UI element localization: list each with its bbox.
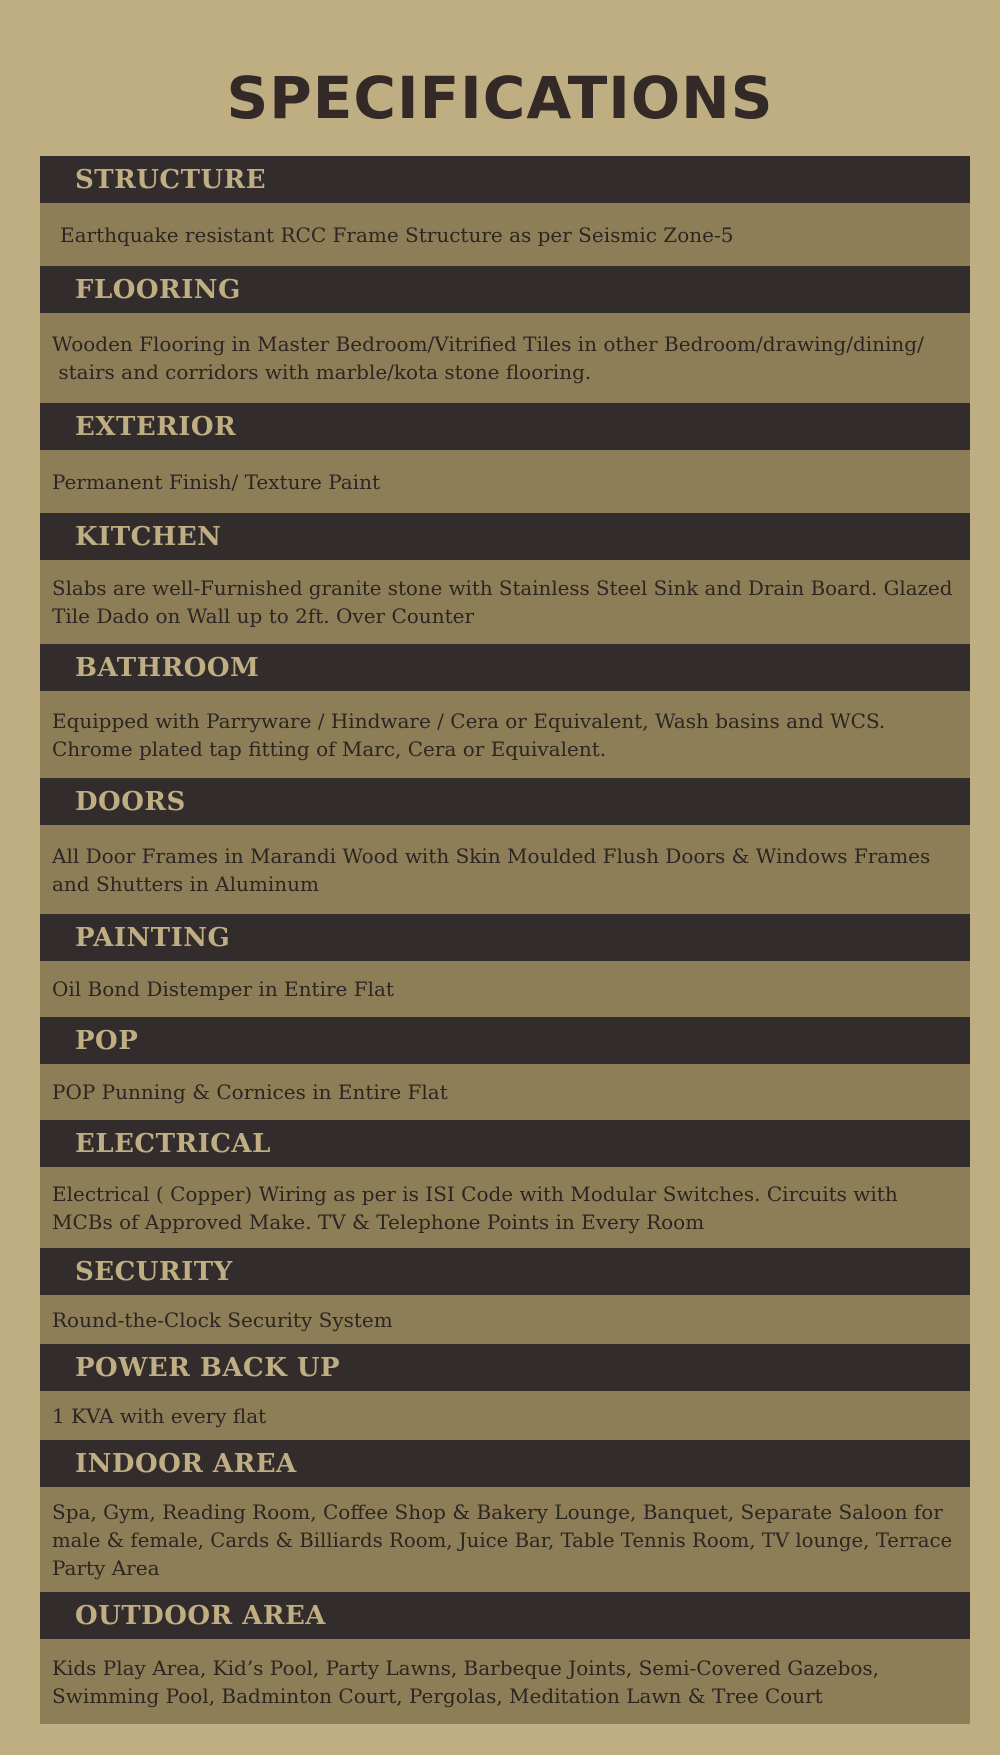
section-text <box>52 468 380 496</box>
section-text <box>52 707 885 763</box>
section-heading: DOORS <box>75 786 186 817</box>
section-text <box>52 842 930 898</box>
section-header <box>40 1120 970 1167</box>
text-line: Tile Dado on Wall up to 2ft. Over Counter <box>52 604 475 628</box>
section-text <box>52 1078 448 1106</box>
text-line: Equipped with Parryware / Hindware / Cera or Equivalent, Wash basins and WCS. <box>52 708 886 733</box>
text-line: Party Area <box>52 1555 160 1580</box>
text-line: Electrical ( Copper) Wiring as per is ISI Code with Modular Switches. Circuits with <box>52 1181 898 1206</box>
spec-section-electrical <box>40 1120 970 1248</box>
section-heading: KITCHEN <box>75 521 222 552</box>
section-text <box>60 221 733 249</box>
section-header <box>40 1017 970 1064</box>
section-heading: POWER BACK UP <box>75 1352 341 1383</box>
section-header <box>40 1440 970 1487</box>
spec-section-pop <box>40 1017 970 1120</box>
section-text <box>52 330 924 386</box>
section-header <box>40 156 970 203</box>
text-line: Oil Bond Distemper in Entire Flat <box>52 977 394 1001</box>
section-header <box>40 1344 970 1391</box>
spec-section-power-back-up <box>40 1344 970 1440</box>
spec-section-indoor-area <box>40 1440 970 1592</box>
text-line: Earthquake resistant RCC Frame Structure as per Seismic Zone-5 <box>60 222 734 247</box>
section-heading: INDOOR AREA <box>75 1448 297 1479</box>
page-title: SPECIFICATIONS <box>226 64 774 132</box>
section-body <box>40 1295 970 1344</box>
section-heading: PAINTING <box>75 922 231 953</box>
section-text <box>52 1402 266 1430</box>
spec-section-outdoor-area <box>40 1592 970 1724</box>
section-heading: FLOORING <box>75 274 241 305</box>
section-body <box>40 1167 970 1248</box>
text-line: and Shutters in Aluminum <box>52 871 319 896</box>
text-line: Permanent Finish/ Texture Paint <box>52 469 380 494</box>
text-line: Spa, Gym, Reading Room, Coffee Shop & Bakery Lounge, Banquet, Separate Saloon for <box>52 1499 943 1524</box>
section-text <box>52 975 394 1003</box>
spec-section-security <box>40 1248 970 1344</box>
text-line: Kids Play Area, Kid’s Pool, Party Lawns, Barbeque Joints, Semi-Covered Gazebos, <box>52 1655 880 1680</box>
spec-section-structure <box>40 156 970 266</box>
text-line: 1 KVA with every flat <box>52 1403 267 1428</box>
section-header <box>40 914 970 961</box>
spec-section-bathroom <box>40 644 970 778</box>
text-line: Swimming Pool, Badminton Court, Pergolas, Meditation Lawn & Tree Court <box>52 1683 823 1708</box>
text-line: male & female, Cards & Billiards Room, Juice Bar, Table Tennis Room, TV lounge, Terrace <box>52 1527 953 1552</box>
section-body <box>40 203 970 266</box>
text-line: All Door Frames in Marandi Wood with Skin Moulded Flush Doors & Windows Frames <box>52 843 931 868</box>
section-heading: ELECTRICAL <box>75 1128 271 1159</box>
text-line: Wooden Flooring in Master Bedroom/Vitrified Tiles in other Bedroom/drawing/dining/ <box>52 332 924 356</box>
section-header <box>40 1592 970 1639</box>
text-line: MCBs of Approved Make. TV & Telephone Points in Every Room <box>52 1209 705 1234</box>
section-text <box>52 1306 393 1334</box>
section-heading: SECURITY <box>75 1256 233 1287</box>
section-header <box>40 1248 970 1295</box>
section-heading: POP <box>75 1025 139 1056</box>
section-heading: BATHROOM <box>75 652 260 683</box>
spec-section-flooring <box>40 266 970 403</box>
section-text <box>52 574 961 630</box>
section-body <box>40 691 970 778</box>
section-body <box>40 560 970 644</box>
section-text <box>52 1654 879 1710</box>
section-text <box>52 1498 966 1582</box>
section-body <box>40 1639 970 1724</box>
section-body <box>40 961 970 1017</box>
spec-section-painting <box>40 914 970 1017</box>
section-body <box>40 1391 970 1440</box>
section-body <box>40 825 970 914</box>
section-header <box>40 778 970 825</box>
section-body <box>40 313 970 403</box>
text-line: Round-the-Clock Security System <box>52 1307 393 1332</box>
section-body <box>40 450 970 513</box>
section-header <box>40 513 970 560</box>
section-body <box>40 1064 970 1120</box>
text-line: POP Punning & Cornices in Entire Flat <box>52 1080 448 1104</box>
section-heading: OUTDOOR AREA <box>75 1600 326 1631</box>
section-text <box>52 1180 898 1236</box>
section-heading: EXTERIOR <box>75 411 237 442</box>
text-line: stairs and corridors with marble/kota stone flooring. <box>52 360 592 384</box>
section-header <box>40 403 970 450</box>
section-header <box>40 644 970 691</box>
text-line: Chrome plated tap fitting of Marc, Cera or Equivalent. <box>52 736 607 761</box>
spec-section-exterior <box>40 403 970 513</box>
specifications-list <box>40 156 970 1724</box>
section-body <box>40 1487 970 1592</box>
spec-section-kitchen <box>40 513 970 644</box>
section-heading: STRUCTURE <box>75 164 267 195</box>
text-line: Slabs are well-Furnished granite stone with Stainless Steel Sink and Drain Board. Glazed <box>52 576 953 600</box>
section-header <box>40 266 970 313</box>
spec-section-doors <box>40 778 970 914</box>
